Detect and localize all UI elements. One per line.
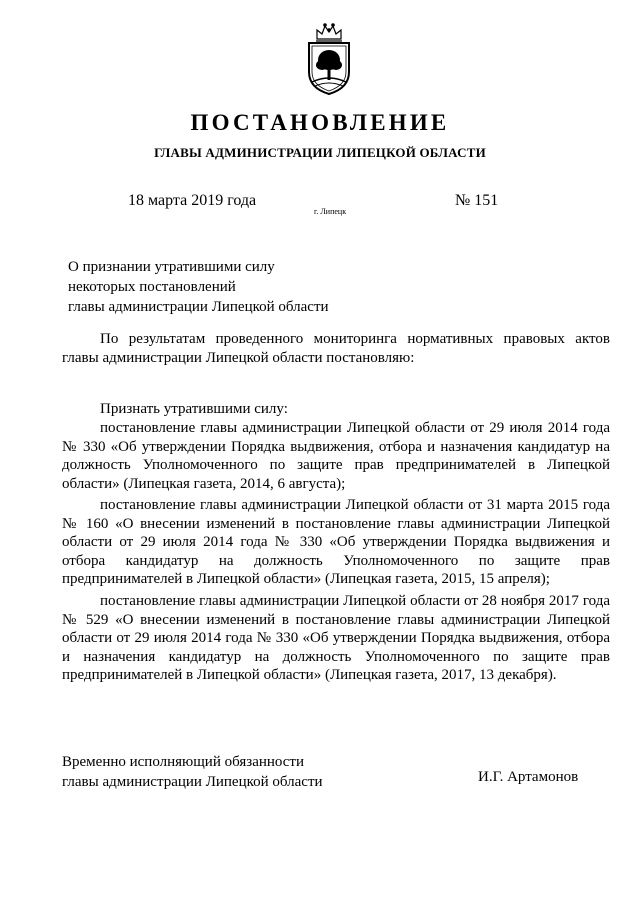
signature-position-line: главы администрации Липецкой области xyxy=(62,774,323,790)
signature-name: И.Г. Артамонов xyxy=(478,769,579,785)
document-heading xyxy=(68,257,329,317)
document-subtitle: ГЛАВЫ АДМИНИСТРАЦИИ ЛИПЕЦКОЙ ОБЛАСТИ xyxy=(154,145,486,160)
heading-line: главы администрации Липецкой области xyxy=(68,299,329,315)
tree-icon xyxy=(316,50,342,80)
list-item: постановление главы администрации Липецкой области от 29 июля 2014 года № 330 «Об утверждении Порядка выдвижения, отбора и назначения кандидатур на должность Уполномоченного по защите прав предпринимателей в Липецкой области» (Липецкая газета, 2014, 6 августа); xyxy=(62,420,610,492)
document-title: ПОСТАНОВЛЕНИЕ xyxy=(190,110,450,135)
list-item: постановление главы администрации Липецкой области от 31 марта 2015 года № 160 «О внесении изменений в постановление главы администрации Липецкой области от 29 июля 2014 года № 330 «Об утверждении Порядка выдвижения и отбора кандидатур на должность Уполномоченного по защите прав предпринимателей в Липецкой области» (Липецкая газета, 2015, 15 апреля); xyxy=(62,497,610,587)
crown-icon xyxy=(316,24,342,41)
list-item: постановление главы администрации Липецкой области от 28 ноября 2017 года № 529 «О внесении изменений в постановление главы администрации Липецкой области от 29 июля 2014 года № 330 «Об утверждении Порядка выдвижения, отбора и назначения кандидатур на должность Уполномоченного по защите прав предпринимателей в Липецкой области» (Липецкая газета, 2017, 13 декабря). xyxy=(62,593,610,683)
declare-paragraph: Признать утратившими силу: xyxy=(100,401,288,417)
signature-position-line: Временно исполняющий обязанности xyxy=(62,754,305,770)
signature-position xyxy=(62,752,323,792)
coat-of-arms-emblem xyxy=(303,22,355,96)
document-number: № 151 xyxy=(455,192,499,209)
heading-line: О признании утратившими силу xyxy=(68,259,275,275)
heading-line: некоторых постановлений xyxy=(68,279,236,295)
intro-paragraph: По результатам проведенного мониторинга нормативных правовых актов главы администрации Липецкой области постановляю: xyxy=(62,331,610,366)
document-city: г. Липецк xyxy=(314,207,347,216)
document-date: 18 марта 2019 года xyxy=(128,192,257,209)
